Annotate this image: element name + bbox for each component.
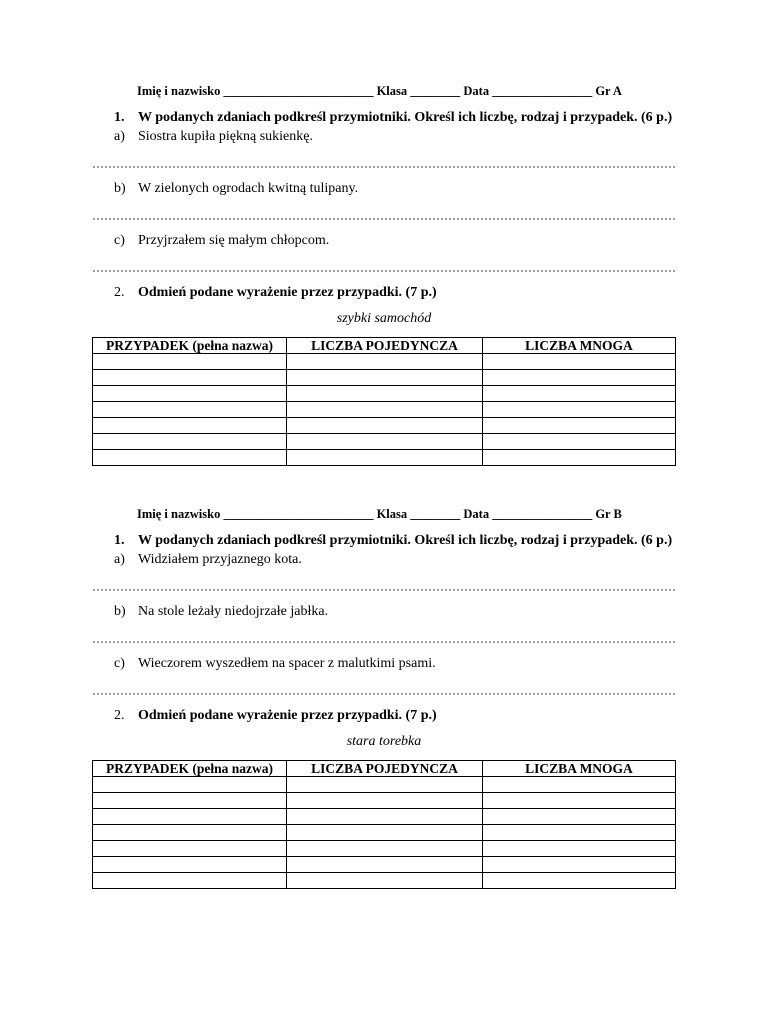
question-number: 1. [114,110,125,125]
item-letter: c) [114,656,125,671]
question-number: 2. [114,708,125,723]
answer-cell-plural[interactable] [483,857,676,873]
question-text: Odmień podane wyrażenie przez przypadki. (7 p.) [138,708,437,723]
answer-cell-singular[interactable] [287,418,483,434]
answer-cell-plural[interactable] [483,450,676,466]
answer-cell-singular[interactable] [287,386,483,402]
table-row [93,434,676,450]
answer-cell-plural[interactable] [483,825,676,841]
answer-cell-singular[interactable] [287,370,483,386]
answer-cell-plural[interactable] [483,434,676,450]
answer-cell-plural[interactable] [483,370,676,386]
sentence-c [92,232,676,250]
answer-cell-plural[interactable] [483,809,676,825]
answer-cell-case[interactable] [93,418,287,434]
question-text: W podanych zdaniach podkreśl przymiotniki. Określ ich liczbę, rodzaj i przypadek. (6 p.) [138,110,673,125]
question-number: 2. [114,285,125,300]
answer-cell-singular[interactable] [287,793,483,809]
question-text: Odmień podane wyrażenie przez przypadki. (7 p.) [138,285,437,300]
answer-cell-case[interactable] [93,825,287,841]
answer-cell-singular[interactable] [287,402,483,418]
answer-cell-case[interactable] [93,434,287,450]
answer-dotted-line [92,641,676,643]
answer-cell-plural[interactable] [483,873,676,889]
declension-table [92,760,676,889]
question-2 [92,707,676,725]
table-row [93,793,676,809]
question-text: W podanych zdaniach podkreśl przymiotniki. Określ ich liczbę, rodzaj i przypadek. (6 p.) [138,533,673,548]
answer-cell-case[interactable] [93,386,287,402]
table-row [93,418,676,434]
answer-cell-plural[interactable] [483,402,676,418]
answer-cell-plural[interactable] [483,841,676,857]
item-letter: b) [114,604,126,619]
answer-cell-plural[interactable] [483,793,676,809]
question-1 [92,110,676,126]
question-2 [92,284,676,302]
answer-cell-case[interactable] [93,793,287,809]
sentence-text: W zielonych ogrodach kwitną tulipany. [138,181,359,196]
column-header-singular: LICZBA POJEDYNCZA [287,761,483,777]
column-header-singular: LICZBA POJEDYNCZA [287,338,483,354]
column-header-case: PRZYPADEK (pełna nazwa) [93,338,287,354]
table-row [93,777,676,793]
answer-cell-case[interactable] [93,450,287,466]
student-info-line: Imię i nazwisko ________________________ Klasa ________ Data ________________ Gr B [137,507,622,521]
table-row [93,402,676,418]
answer-dotted-line [92,589,676,591]
column-header-plural: LICZBA MNOGA [483,761,676,777]
sentence-b [92,180,676,198]
phrase-to-decline: szybki samochód [336,311,432,326]
answer-cell-case[interactable] [93,841,287,857]
answer-cell-singular[interactable] [287,809,483,825]
answer-cell-plural[interactable] [483,386,676,402]
table-row [93,809,676,825]
sentence-a [92,551,676,569]
question-1 [92,533,676,549]
item-letter: c) [114,233,125,248]
answer-cell-case[interactable] [93,777,287,793]
sentence-c [92,655,676,673]
table-row [93,873,676,889]
answer-cell-singular[interactable] [287,354,483,370]
answer-dotted-line [92,218,676,220]
answer-cell-singular[interactable] [287,434,483,450]
sentence-text: Na stole leżały niedojrzałe jabłka. [138,604,329,619]
table-row [93,450,676,466]
answer-dotted-line [92,693,676,695]
sentence-text: Siostra kupiła piękną sukienkę. [138,129,313,144]
answer-cell-case[interactable] [93,857,287,873]
answer-cell-singular[interactable] [287,841,483,857]
group-b-section [92,507,676,889]
table-body [93,777,676,889]
answer-cell-case[interactable] [93,809,287,825]
table-row [93,386,676,402]
answer-cell-case[interactable] [93,354,287,370]
answer-dotted-line [92,166,676,168]
sentence-text: Wieczorem wyszedłem na spacer z malutkimi psami. [138,656,436,671]
student-info-line: Imię i nazwisko ________________________ Klasa ________ Data ________________ Gr A [137,84,622,98]
answer-cell-singular[interactable] [287,825,483,841]
sentence-a [92,128,676,146]
answer-cell-plural[interactable] [483,418,676,434]
phrase-to-decline: stara torebka [346,734,422,749]
column-header-case: PRZYPADEK (pełna nazwa) [93,761,287,777]
answer-cell-plural[interactable] [483,354,676,370]
item-letter: a) [114,552,125,567]
answer-cell-case[interactable] [93,370,287,386]
table-header-row [93,761,676,777]
table-row [93,370,676,386]
sentence-text: Widziałem przyjaznego kota. [138,552,302,567]
answer-cell-case[interactable] [93,402,287,418]
table-row [93,857,676,873]
group-a-section [92,84,676,466]
answer-cell-singular[interactable] [287,857,483,873]
table-row [93,354,676,370]
column-header-plural: LICZBA MNOGA [483,338,676,354]
table-row [93,825,676,841]
answer-cell-singular[interactable] [287,450,483,466]
item-letter: a) [114,129,125,144]
table-body [93,354,676,466]
table-row [93,841,676,857]
table-header-row [93,338,676,354]
sentence-b [92,603,676,621]
answer-cell-plural[interactable] [483,777,676,793]
answer-cell-singular[interactable] [287,777,483,793]
answer-cell-case[interactable] [93,873,287,889]
declension-table [92,337,676,466]
sentence-text: Przyjrzałem się małym chłopcom. [138,233,330,248]
answer-cell-singular[interactable] [287,873,483,889]
answer-dotted-line [92,270,676,272]
question-number: 1. [114,533,125,548]
item-letter: b) [114,181,126,196]
